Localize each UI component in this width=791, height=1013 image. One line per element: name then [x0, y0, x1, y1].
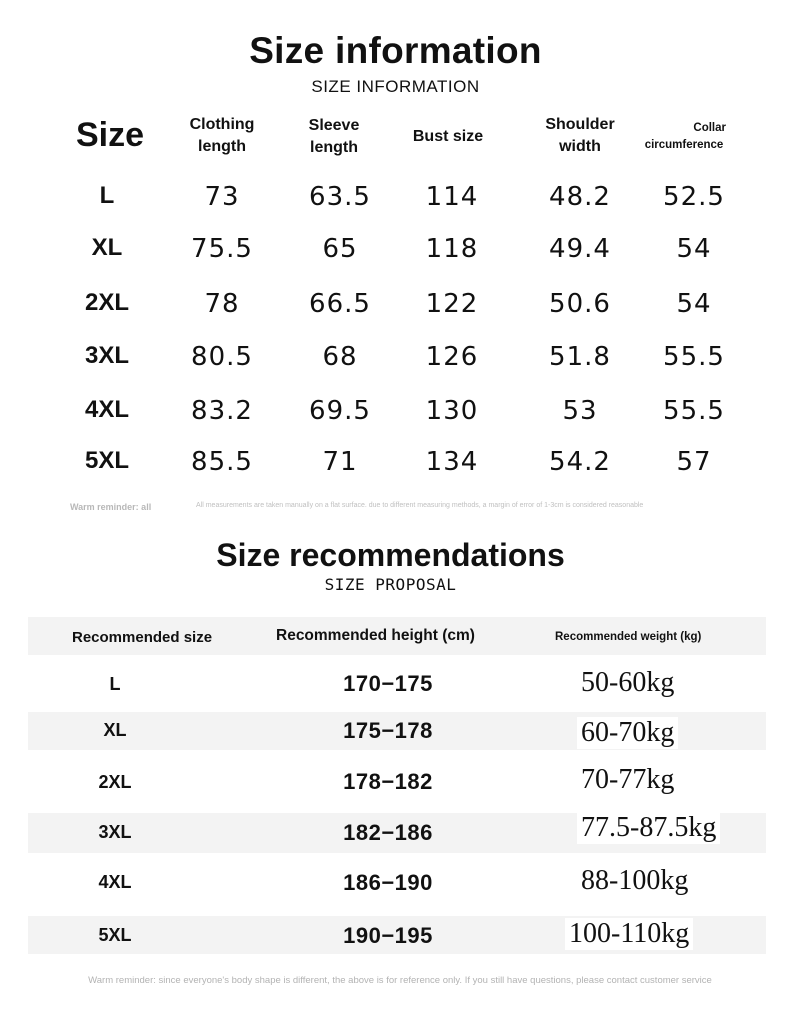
- header-clothing-length-line2: length: [198, 138, 246, 155]
- rec-size-cell: 2XL: [98, 772, 132, 792]
- clothing-length-cell: 80.5: [191, 342, 253, 372]
- rec-weight-cell: 60-70kg: [577, 717, 678, 749]
- size-rec-title: Size recommendations: [216, 537, 565, 573]
- bust-size-cell: 134: [425, 447, 479, 477]
- rec-weight-cell: 50-60kg: [577, 667, 678, 699]
- collar-cell: 55.5: [663, 342, 725, 372]
- clothing-length-cell: 78: [204, 289, 240, 319]
- shoulder-width-cell: 49.4: [549, 234, 611, 264]
- sleeve-length-cell: 65: [322, 234, 358, 264]
- rec-height-cell: 170−175: [343, 671, 433, 696]
- size-rec-subtitle: SIZE PROPOSAL: [324, 575, 457, 594]
- bust-size-cell: 114: [425, 182, 479, 212]
- sleeve-length-cell: 71: [322, 447, 358, 477]
- measurement-reminder-text: All measurements are taken manually on a flat surface. due to different measuring methods, a margin of error of 1-3cm is considered reasonable: [196, 502, 644, 509]
- bust-size-cell: 118: [425, 234, 479, 264]
- rec-size-cell: 4XL: [98, 872, 132, 892]
- rec-header-height: Recommended height (cm): [276, 627, 475, 644]
- rec-height-cell: 182−186: [343, 820, 433, 845]
- bust-size-cell: 122: [425, 289, 479, 319]
- clothing-length-cell: 73: [204, 182, 240, 212]
- header-sleeve-length: [284, 115, 384, 159]
- rec-size-cell: XL: [103, 720, 127, 740]
- shoulder-width-cell: 54.2: [549, 447, 611, 477]
- rec-reminder-text: Warm reminder: since everyone's body shape is different, the above is for reference only. If you still have questions, please contact customer service: [88, 975, 712, 986]
- size-info-subtitle: SIZE INFORMATION: [311, 77, 480, 96]
- bust-size-cell: 126: [425, 342, 479, 372]
- size-cell: 4XL: [84, 396, 129, 423]
- size-cell: L: [99, 182, 115, 209]
- size-cell: XL: [91, 234, 123, 261]
- header-shoulder-width-line1: Shoulder: [545, 116, 615, 133]
- size-cell: 5XL: [84, 447, 129, 474]
- collar-cell: 54: [676, 234, 712, 264]
- clothing-length-cell: 83.2: [191, 396, 253, 426]
- header-bust-size: Bust size: [412, 128, 484, 145]
- header-collar: [640, 120, 728, 154]
- sleeve-length-cell: 68: [322, 342, 358, 372]
- rec-size-cell: L: [109, 674, 121, 694]
- clothing-length-cell: 75.5: [191, 234, 253, 264]
- rec-weight-cell: 100-110kg: [565, 918, 693, 950]
- clothing-length-cell: 85.5: [191, 447, 253, 477]
- shoulder-width-cell: 53: [562, 396, 598, 426]
- rec-height-cell: 190−195: [343, 923, 433, 948]
- rec-header-weight: Recommended weight (kg): [555, 631, 702, 643]
- header-sleeve-length-line1: Sleeve: [308, 117, 360, 134]
- size-cell: 2XL: [84, 289, 129, 316]
- measurement-reminder-label: Warm reminder: all: [70, 502, 152, 512]
- rec-size-cell: 3XL: [98, 822, 132, 842]
- rec-weight-cell: 77.5-87.5kg: [577, 812, 720, 844]
- size-info-title: Size information: [249, 30, 542, 71]
- sleeve-length-cell: 66.5: [309, 289, 371, 319]
- shoulder-width-cell: 51.8: [549, 342, 611, 372]
- bust-size-cell: 130: [425, 396, 479, 426]
- collar-cell: 55.5: [663, 396, 725, 426]
- rec-weight-cell: 70-77kg: [577, 764, 678, 796]
- rec-weight-cell: 88-100kg: [577, 865, 692, 897]
- collar-cell: 57: [676, 447, 712, 477]
- rec-size-cell: 5XL: [98, 925, 132, 945]
- rec-height-cell: 186−190: [343, 870, 433, 895]
- header-collar-line2: circumference: [644, 139, 724, 151]
- rec-height-cell: 178−182: [343, 769, 433, 794]
- header-clothing-length: [172, 114, 272, 158]
- size-cell: 3XL: [84, 342, 129, 369]
- shoulder-width-cell: 48.2: [549, 182, 611, 212]
- header-clothing-length-line1: Clothing: [189, 116, 255, 133]
- header-collar-line1: Collar: [693, 122, 726, 134]
- header-shoulder-width-line2: width: [559, 138, 601, 155]
- rec-height-cell: 175−178: [343, 718, 433, 743]
- header-shoulder-width: [530, 114, 630, 158]
- collar-cell: 54: [676, 289, 712, 319]
- header-size: Size: [76, 116, 145, 154]
- collar-cell: 52.5: [663, 182, 725, 212]
- sleeve-length-cell: 63.5: [309, 182, 371, 212]
- rec-header-size: Recommended size: [72, 629, 213, 646]
- sleeve-length-cell: 69.5: [309, 396, 371, 426]
- header-sleeve-length-line2: length: [310, 139, 358, 156]
- shoulder-width-cell: 50.6: [549, 289, 611, 319]
